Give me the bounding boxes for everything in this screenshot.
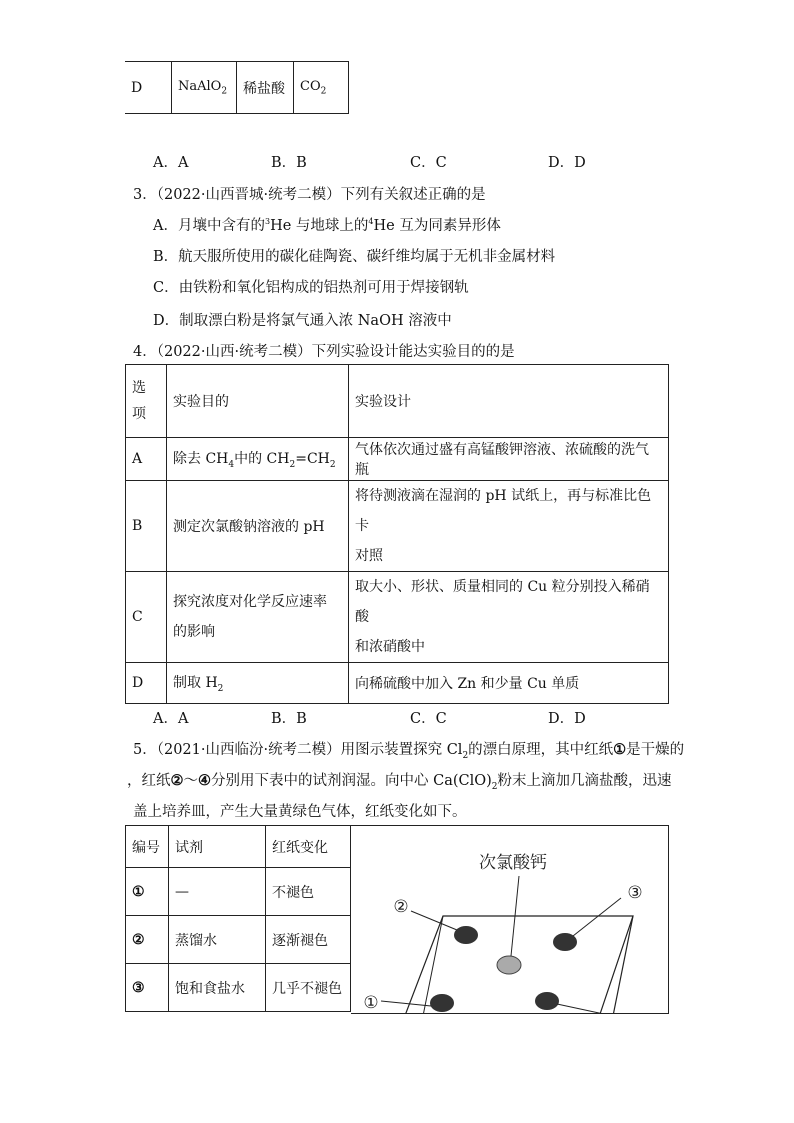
row-design: 将待测液滴在湿润的 pH 试纸上，再与标准比色卡 对照 bbox=[349, 481, 669, 572]
q4-stem: 4．（2022·山西·统考二模）下列实验设计能达实验目的的是 bbox=[133, 344, 515, 360]
acid-cell: 稀盐酸 bbox=[237, 62, 294, 114]
table-header-row bbox=[126, 826, 351, 868]
option-a[interactable]: A．A bbox=[153, 711, 189, 727]
q3-stem: 3．（2022·山西晋城·统考二模）下列有关叙述正确的是 bbox=[133, 187, 486, 203]
row-option: C bbox=[126, 572, 167, 663]
option-b[interactable]: B．B bbox=[271, 711, 307, 727]
q3-option-b[interactable]: B．航天服所使用的碳化硅陶瓷、碳纤维均属于无机非金属材料 bbox=[153, 249, 556, 265]
marker-1: ① bbox=[363, 993, 379, 1013]
row-purpose: 制取 $H_2$ bbox=[167, 663, 349, 704]
calcium-hypochlorite-dot bbox=[497, 956, 521, 974]
table-row bbox=[126, 868, 351, 916]
option-c[interactable]: C．C bbox=[410, 155, 447, 171]
table-row bbox=[126, 481, 669, 572]
q5-figure bbox=[351, 825, 669, 1014]
q5-stem-line3: 盖上培养皿，产生大量黄绿色气体，红纸变化如下。 bbox=[133, 804, 467, 820]
q3-option-c[interactable]: C．由铁粉和氧化铝构成的铝热剂可用于焊接钢轨 bbox=[153, 280, 469, 296]
red-paper-1 bbox=[430, 994, 454, 1012]
row-purpose: 测定次氯酸钠溶液的 pH bbox=[167, 481, 349, 572]
row-purpose: 探究浓度对化学反应速率 的影响 bbox=[167, 572, 349, 663]
option-b[interactable]: B．B bbox=[271, 155, 307, 171]
center-label: 次氯酸钙 bbox=[479, 853, 547, 873]
marker-2: ② bbox=[393, 897, 409, 917]
table-row bbox=[126, 964, 351, 1012]
q5-table bbox=[125, 825, 351, 1012]
red-paper-4 bbox=[535, 992, 559, 1010]
option-a[interactable]: A．A bbox=[153, 155, 189, 171]
row-change: 几乎不褪色 bbox=[266, 964, 351, 1012]
row-number: ① bbox=[126, 868, 169, 916]
row-option: A bbox=[126, 438, 167, 481]
leader-line bbox=[573, 898, 621, 936]
table-header-row bbox=[126, 365, 669, 438]
plate-edge bbox=[611, 916, 633, 1013]
q5-stem-line1: 5．（2021·山西临汾·统考二模）用图示装置探究 $Cl_2$的漂白原理，其中红纸①是干燥的 bbox=[133, 741, 685, 761]
row-change: 不褪色 bbox=[266, 868, 351, 916]
petri-diagram bbox=[351, 826, 668, 1013]
marker-3: ③ bbox=[627, 883, 643, 903]
header-reagent: 试剂 bbox=[169, 826, 266, 868]
row-design: 向稀硫酸中加入 Zn 和少量 Cu 单质 bbox=[349, 663, 669, 704]
header-design: 实验设计 bbox=[349, 365, 669, 438]
row-design: 取大小、形状、质量相同的 Cu 粒分别投入稀硝酸 和浓硝酸中 bbox=[349, 572, 669, 663]
header-change: 红纸变化 bbox=[266, 826, 351, 868]
row-purpose: 除去 $CH_4$中的 $CH_2=CH_2$ bbox=[167, 438, 349, 481]
row-design: 气体依次通过盛有高锰酸钾溶液、浓硫酸的洗气瓶 bbox=[349, 438, 669, 481]
q5-stem-line2: ，红纸②～④分别用下表中的试剂润湿。向中心 $Ca(ClO)_2$粉末上滴加几滴盐酸，迅速 bbox=[127, 772, 672, 792]
leader-line bbox=[557, 1004, 613, 1013]
row-number: ③ bbox=[126, 964, 169, 1012]
row-number: ② bbox=[126, 916, 169, 964]
table-row bbox=[126, 572, 669, 663]
row-reagent: — bbox=[169, 868, 266, 916]
header-option: 选 项 bbox=[126, 365, 167, 438]
table-row bbox=[126, 438, 669, 481]
red-paper-2 bbox=[454, 926, 478, 944]
reagent-cell: NaAlO$_2$ bbox=[172, 62, 237, 114]
header-number: 编号 bbox=[126, 826, 169, 868]
header-purpose: 实验目的 bbox=[167, 365, 349, 438]
row-option: B bbox=[126, 481, 167, 572]
table-row bbox=[126, 663, 669, 704]
q3-option-a[interactable]: A．月壤中含有的$^3$He 与地球上的$^4$He 互为同素异形体 bbox=[153, 217, 501, 234]
option-c[interactable]: C．C bbox=[410, 711, 447, 727]
option-d[interactable]: D．D bbox=[548, 155, 586, 171]
top-options-table bbox=[125, 61, 349, 114]
row-reagent: 饱和食盐水 bbox=[169, 964, 266, 1012]
leader-line bbox=[411, 911, 457, 930]
row-option: D bbox=[126, 663, 167, 704]
q4-table bbox=[125, 364, 669, 704]
table-row bbox=[126, 916, 351, 964]
row-change: 逐渐褪色 bbox=[266, 916, 351, 964]
leader-line bbox=[381, 1001, 431, 1006]
row-label: D bbox=[125, 62, 172, 114]
row-reagent: 蒸馏水 bbox=[169, 916, 266, 964]
gas-cell: $CO_2$ bbox=[294, 62, 349, 114]
option-d[interactable]: D．D bbox=[548, 711, 586, 727]
q3-option-d[interactable]: D．制取漂白粉是将氯气通入浓 NaOH 溶液中 bbox=[153, 313, 452, 329]
